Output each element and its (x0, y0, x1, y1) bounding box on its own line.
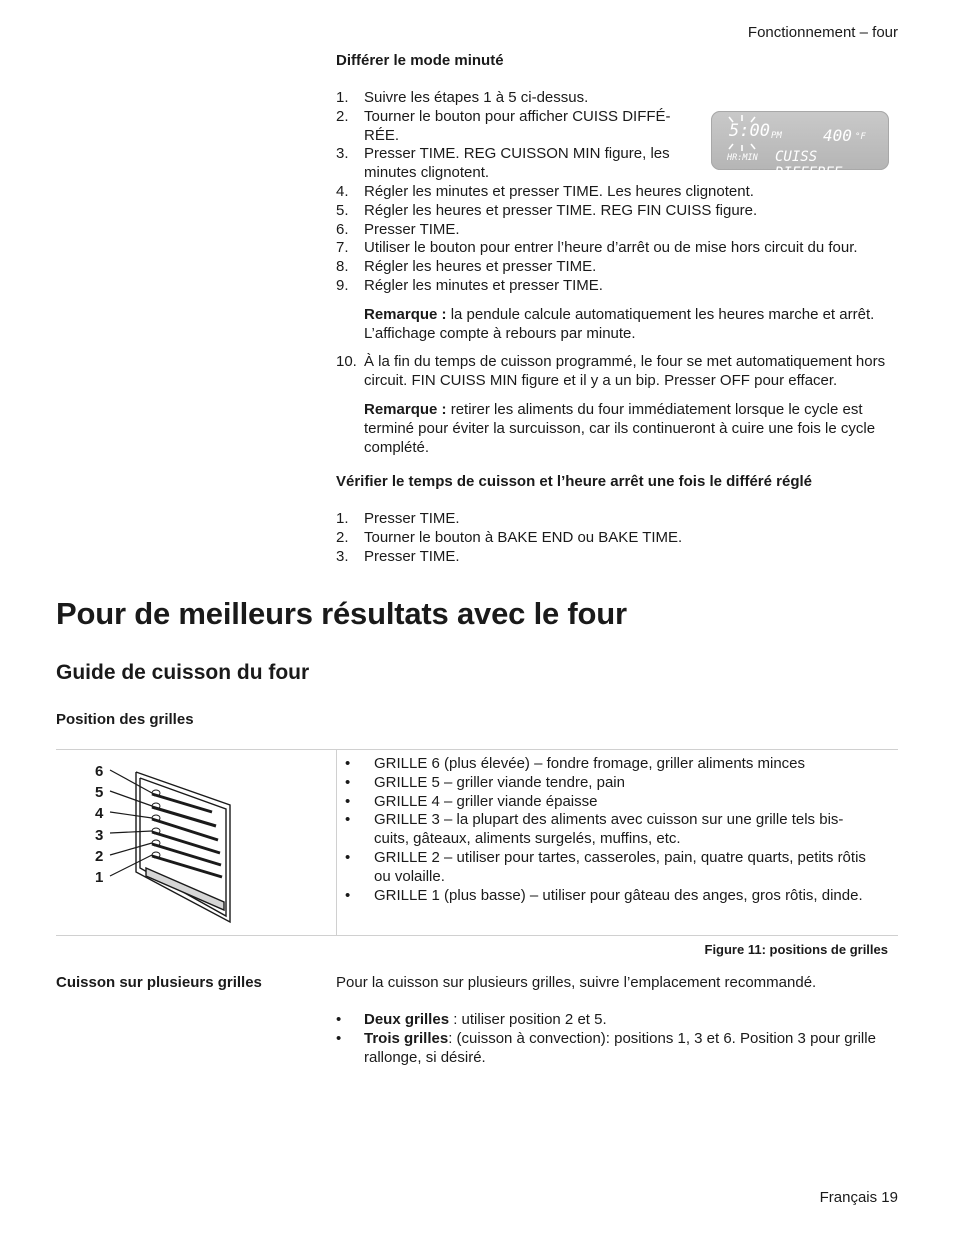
rack-number: 1 (95, 869, 104, 886)
rack-number: 2 (95, 848, 104, 865)
list-item: • Trois grilles: (cuisson à convection): positions 1, 3 et 6. Position 3 pour grille rallonge, si désiré. (336, 1029, 876, 1066)
step-item: 9. Régler les minutes et presser TIME. (336, 276, 603, 294)
display-time: 5:00 (729, 121, 770, 141)
step-item: 1. Suivre les étapes 1 à 5 ci-dessus. (336, 89, 589, 106)
step-item: 3. Presser TIME. REG CUISSON MIN figure, les minutes clignotent. (336, 145, 670, 182)
list-item: • GRILLE 1 (plus basse) – utiliser pour gâteau des anges, gros rôtis, dinde. (345, 886, 863, 904)
section-heading: Pour de meilleurs résultats avec le four (56, 596, 627, 631)
list-item: • GRILLE 5 – griller viande tendre, pain (345, 773, 625, 791)
figure-caption: Figure 11: positions de grilles (704, 942, 888, 957)
figure-bottom-border (56, 935, 898, 936)
step-item: 2. Tourner le bouton pour afficher CUISS DIFFÉ- RÉE. (336, 107, 671, 144)
step-item: 7. Utiliser le bouton pour entrer l’heure d’arrêt ou de mise hors circuit du four. (336, 239, 858, 257)
step-item: 5. Régler les heures et presser TIME. REG FIN CUISS figure. (336, 201, 758, 219)
display-mode-label: HR:MIN (727, 153, 758, 163)
list-item: • GRILLE 4 – griller viande épaisse (345, 792, 598, 810)
rack-number: 3 (95, 827, 104, 844)
page-header: Fonctionnement – four (747, 24, 898, 41)
figure-top-border (56, 749, 898, 750)
deferred-title: Différer le mode minuté (336, 52, 504, 69)
display-unit: °F (855, 132, 866, 142)
oven-display (711, 111, 889, 181)
step-item: 2. Tourner le bouton à BAKE END ou BAKE TIME. (336, 528, 683, 546)
multi-rack-title: Cuisson sur plusieurs grilles (56, 974, 262, 991)
note-countdown: Remarque : la pendule calcule automatiquement les heures marche et arrêt. L’affichage compte à rebours par minute. (364, 305, 875, 342)
verify-title: Vérifier le temps de cuisson et l’heure arrêt une fois le différé réglé (336, 473, 812, 490)
step-item: 1. Presser TIME. (336, 510, 460, 527)
display-ampm: PM (771, 131, 782, 141)
rack-position-title: Position des grilles (56, 711, 194, 728)
multi-rack-intro: Pour la cuisson sur plusieurs grilles, suivre l’emplacement recommandé. (336, 974, 817, 991)
oven-rack-icon (100, 760, 240, 925)
step-item: 10. À la fin du temps de cuisson programmé, le four se met automatiquement hors circuit. FIN CUISS MIN figure et il y a un bip. Presser OFF pour effacer. (336, 353, 886, 390)
rack-bullets (337, 755, 898, 905)
step-item: 3. Presser TIME. (336, 547, 460, 565)
rack-number: 4 (95, 805, 104, 822)
rack-number: 6 (95, 763, 104, 780)
display-temperature: 400 (823, 126, 852, 145)
multi-rack-list (336, 1011, 898, 1067)
list-item: • GRILLE 3 – la plupart des aliments avec cuisson sur une grille tels bis- cuits, gâteaux, aliments surgelés, muffins, etc. (345, 811, 844, 848)
list-item: • GRILLE 2 – utiliser pour tartes, casseroles, pain, quatre quarts, petits rôtis ou volaille. (345, 848, 866, 885)
note-remove-food: Remarque : retirer les aliments du four immédiatement lorsque le cycle est terminé pour éviter la surcuisson, car ils continueront à cuire une fois le cycle complété. (364, 400, 876, 456)
verify-steps (336, 510, 898, 566)
page-number: Français 19 (819, 1189, 898, 1206)
step-item: 6. Presser TIME. (336, 220, 460, 238)
display-mode: CUISS DIFFEREE (775, 149, 843, 181)
step-item: 8. Régler les heures et presser TIME. (336, 258, 597, 276)
subsection-heading: Guide de cuisson du four (56, 661, 310, 684)
list-item: • Deux grilles : utiliser position 2 et 5. (336, 1011, 607, 1028)
step-item: 4. Régler les minutes et presser TIME. Les heures clignotent. (336, 182, 754, 200)
rack-number: 5 (95, 784, 104, 801)
list-item: • GRILLE 6 (plus élevée) – fondre fromage, griller aliments minces (345, 755, 806, 772)
